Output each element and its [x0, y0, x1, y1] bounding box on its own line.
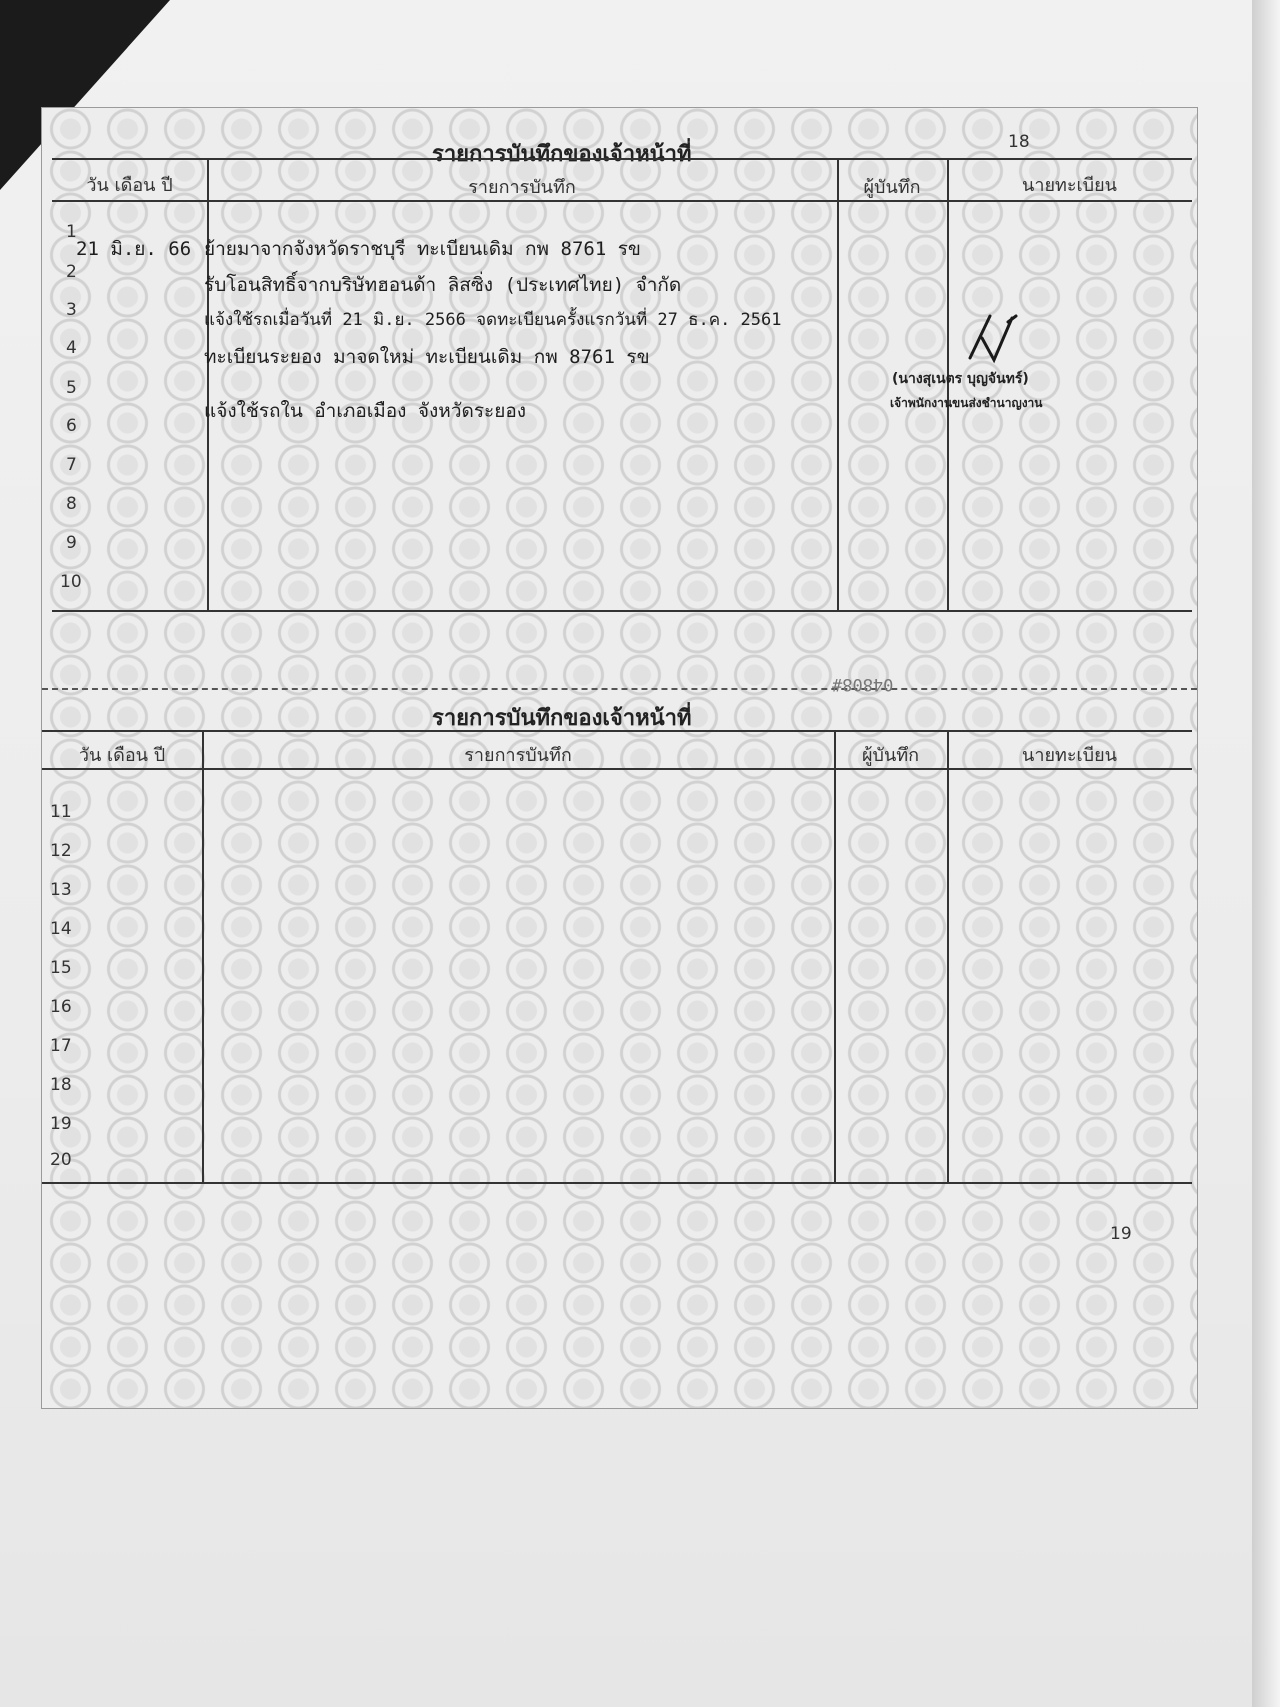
entry-line: แจ้งใช้รถเมื่อวันที่ 21 มิ.ย. 2566 จดทะเบียนครั้งแรกวันที่ 27 ธ.ค. 2561: [204, 310, 782, 330]
entry-line: แจ้งใช้รถใน อำเภอเมือง จังหวัดระยอง: [204, 400, 527, 422]
column-divider: [202, 732, 204, 1182]
row-number: 9: [66, 533, 77, 553]
paper-edge: [1252, 0, 1280, 1707]
row-number: 3: [66, 300, 77, 320]
entry-date: 21 มิ.ย. 66: [76, 238, 192, 260]
row-number: 6: [66, 416, 77, 436]
column-divider: [947, 732, 949, 1182]
entry-line: ย้ายมาจากจังหวัดราชบุรี ทะเบียนเดิม กพ 8761 รข: [204, 238, 641, 260]
section-title-top: รายการบันทึกของเจ้าหน้าที่: [432, 142, 692, 167]
record-table-top: [52, 158, 1192, 612]
row-number: 5: [66, 378, 77, 398]
record-table-bottom: [42, 730, 1192, 1184]
row-number: 17: [50, 1036, 72, 1056]
header-date: วัน เดือน ปี: [78, 745, 166, 766]
row-number: 13: [50, 880, 72, 900]
row-number: 7: [66, 455, 77, 475]
row-number: 20: [50, 1150, 72, 1170]
header-registrar: นายทะเบียน: [1022, 745, 1117, 766]
row-number: 14: [50, 919, 72, 939]
header-recorder: ผู้บันทึก: [861, 745, 920, 766]
row-number: 1: [66, 222, 77, 242]
officer-title: เจ้าพนักงานขนส่งชำนาญงาน: [890, 396, 1043, 410]
header-entry: รายการบันทึก: [468, 177, 576, 198]
row-number: 10: [60, 572, 82, 592]
row-number: 12: [50, 841, 72, 861]
record-book-page: [42, 108, 1197, 1408]
column-divider: [207, 160, 209, 610]
header-recorder: ผู้บันทึก: [863, 177, 921, 198]
page-number-top: 18: [1008, 132, 1030, 152]
page-number-bottom: 19: [1110, 1224, 1132, 1244]
column-divider: [837, 160, 839, 610]
officer-name: (นางสุเนตร บุญจันทร์): [892, 371, 1029, 387]
row-number: 2: [66, 262, 77, 282]
header-entry: รายการบันทึก: [464, 745, 572, 766]
column-divider: [834, 732, 836, 1182]
row-number: 16: [50, 997, 72, 1017]
header-date: วัน เดือน ปี: [86, 175, 173, 196]
section-title-bottom: รายการบันทึกของเจ้าหน้าที่: [432, 706, 692, 731]
row-number: 18: [50, 1075, 72, 1095]
entry-line: รับโอนสิทธิ์จากบริษัทฮอนด้า ลิสซิ่ง (ประเทศไทย) จำกัด: [204, 274, 682, 296]
serial-stamp: 04808#: [832, 674, 894, 694]
entry-line: ทะเบียนระยอง มาจดใหม่ ทะเบียนเดิม กพ 8761 รข: [204, 346, 650, 368]
row-number: 19: [50, 1114, 72, 1134]
row-number: 15: [50, 958, 72, 978]
signature-mark: [960, 308, 1020, 368]
header-registrar: นายทะเบียน: [1022, 175, 1117, 196]
row-number: 4: [66, 338, 77, 358]
row-number: 11: [50, 802, 72, 822]
row-number: 8: [66, 494, 77, 514]
